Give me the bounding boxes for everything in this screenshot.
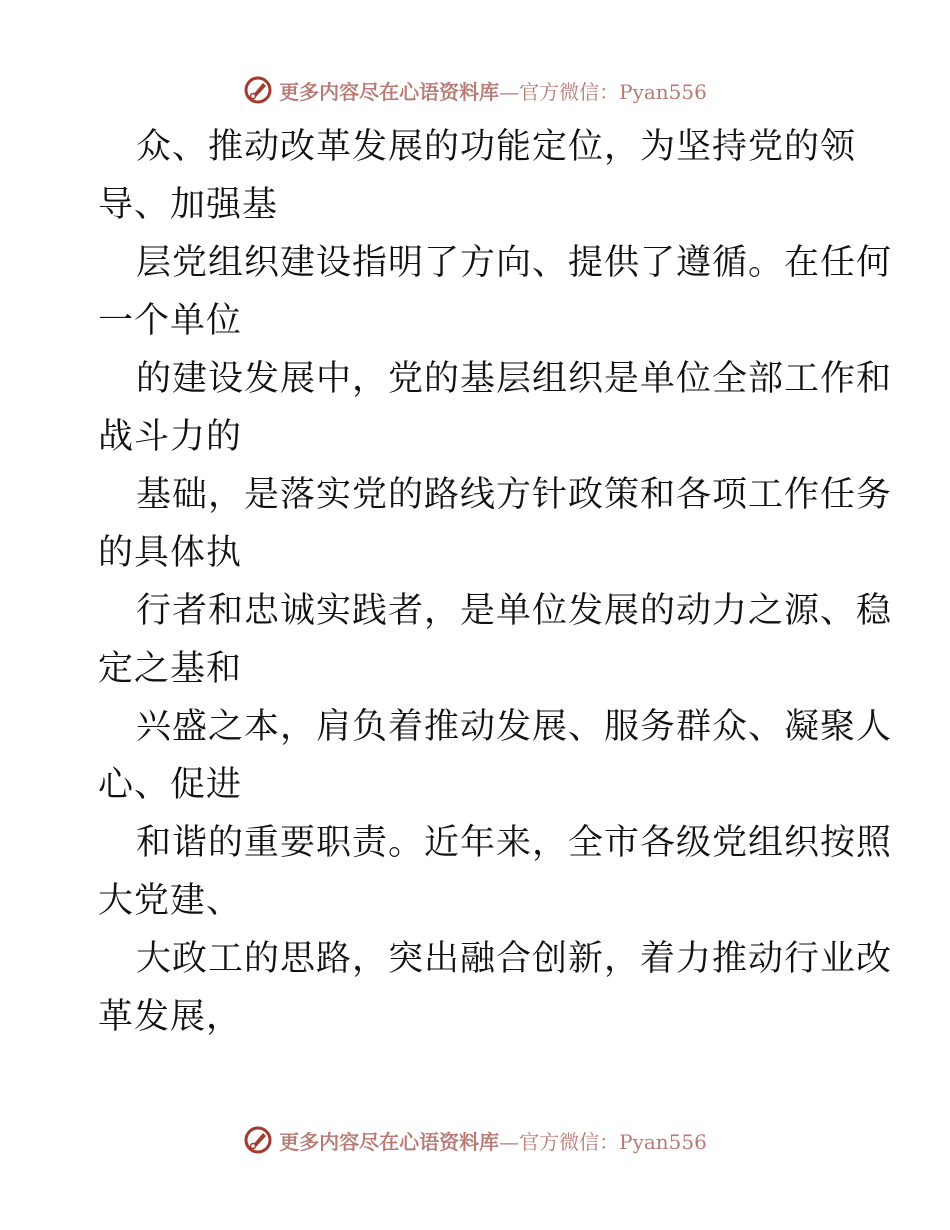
brush-logo-icon xyxy=(243,1125,273,1155)
body-text xyxy=(98,118,893,1046)
footer-wechat-id: Pyan556 xyxy=(619,1129,707,1154)
header-banner-text xyxy=(279,76,707,105)
footer-wechat-label: 官方微信： xyxy=(519,1129,620,1154)
body-line: 基础，是落实党的路线方针政策和各项工作任务 xyxy=(136,475,893,515)
footer-banner-text xyxy=(279,1126,707,1155)
header-wechat-id: Pyan556 xyxy=(619,79,707,104)
body-line: 导、加强基 xyxy=(98,185,279,225)
body-line: 心、促进 xyxy=(98,765,243,805)
body-line: 众、推动改革发展的功能定位，为坚持党的领 xyxy=(136,127,857,167)
body-line: 的具体执 xyxy=(98,533,243,573)
body-line: 定之基和 xyxy=(98,649,243,689)
footer-banner-label: 更多内容尽在心语资料库 xyxy=(279,1129,500,1154)
body-line: 和谐的重要职责。近年来，全市各级党组织按照 xyxy=(136,823,893,863)
brush-logo-icon xyxy=(243,75,273,105)
body-line: 革发展， xyxy=(98,997,243,1037)
body-line: 战斗力的 xyxy=(98,417,243,457)
body-line: 的建设发展中，党的基层组织是单位全部工作和 xyxy=(136,359,893,399)
body-line: 一个单位 xyxy=(98,301,243,341)
body-line: 层党组织建设指明了方向、提供了遵循。在任何 xyxy=(136,243,893,283)
header-banner xyxy=(0,70,950,110)
header-banner-dash: — xyxy=(499,79,520,104)
body-line: 兴盛之本，肩负着推动发展、服务群众、凝聚人 xyxy=(136,707,893,747)
body-line: 大政工的思路，突出融合创新，着力推动行业改 xyxy=(136,939,893,979)
footer-banner xyxy=(0,1120,950,1160)
footer-banner-dash: — xyxy=(499,1129,520,1154)
body-line: 行者和忠诚实践者，是单位发展的动力之源、稳 xyxy=(136,591,893,631)
body-line: 大党建、 xyxy=(98,881,243,921)
header-banner-label: 更多内容尽在心语资料库 xyxy=(279,79,500,104)
header-wechat-label: 官方微信： xyxy=(519,79,620,104)
